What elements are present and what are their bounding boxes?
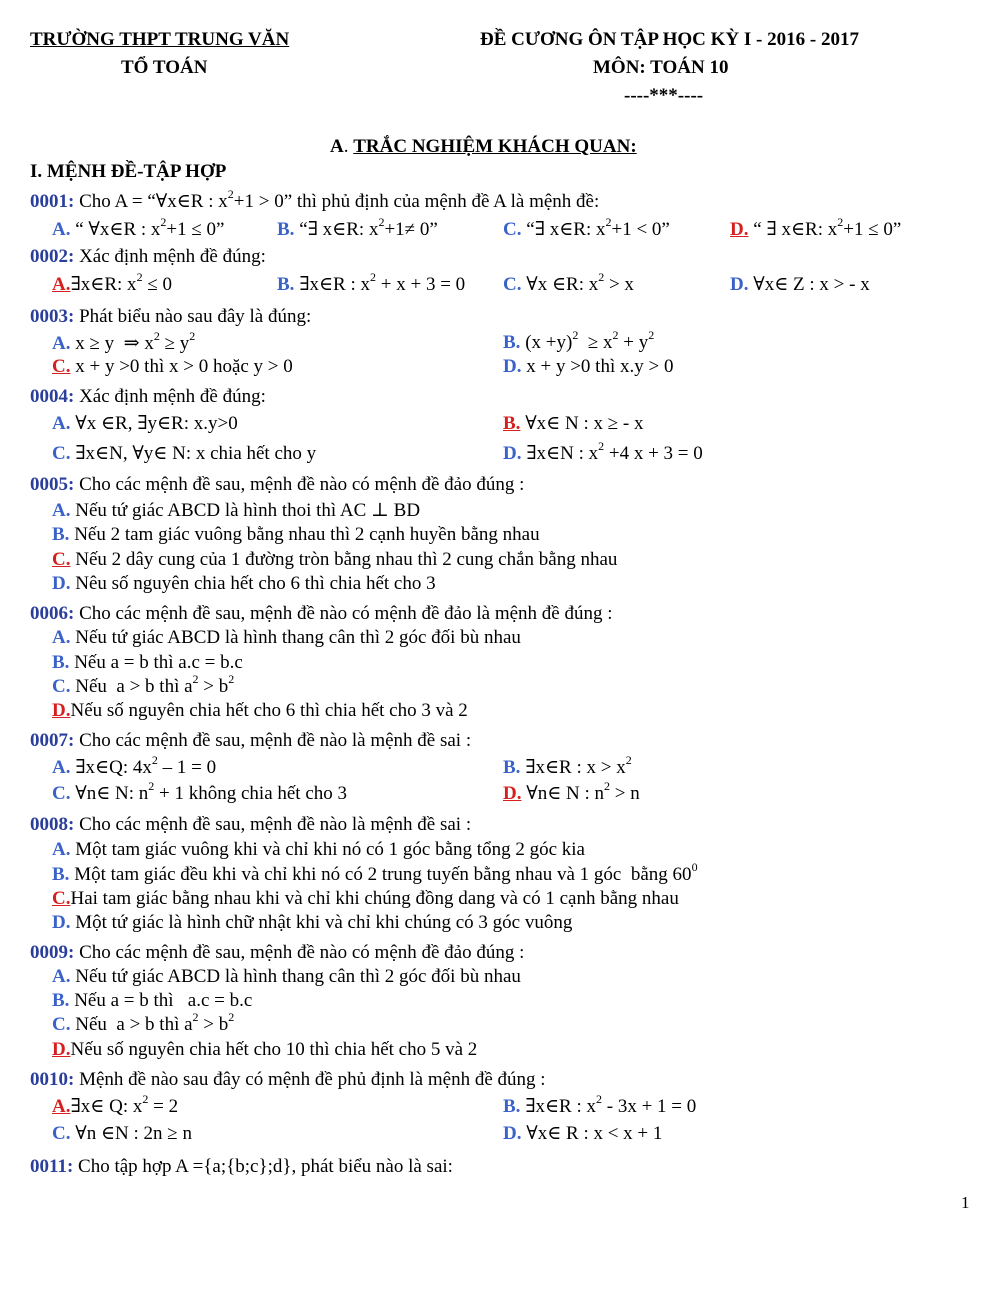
option-text: ∀n∈ N : $n^2 > n$ — [526, 778, 640, 804]
option-label: B. — [503, 332, 521, 353]
option-text: ∀n ∈N : 2n ≥ n — [75, 1123, 192, 1144]
q3-option-a[interactable] — [52, 328, 196, 355]
option-text: x + y >0 thì x.y > 0 — [526, 356, 674, 377]
school-name: TRƯỜNG THPT TRUNG VĂN — [30, 29, 290, 50]
q4-option-d[interactable] — [503, 438, 703, 465]
question-0010 — [30, 1069, 546, 1091]
question-text: Mệnh đề nào sau đây có mệnh đề phủ định là mệnh đề đúng : — [79, 1069, 546, 1090]
option-label: A. — [52, 627, 71, 648]
option-text: $(x +y)^2 \ge x^2 + y^2$ — [525, 327, 655, 353]
option-text: ∃x∈Q: $4x^2 - 1 = 0$ — [75, 752, 217, 778]
option-label: A. — [52, 413, 71, 434]
option-label: A. — [52, 757, 71, 778]
option-label: B. — [52, 652, 70, 673]
department: TỔ TOÁN — [121, 57, 208, 78]
q8-option-c[interactable] — [52, 888, 679, 910]
option-label-answer: C. — [52, 356, 71, 377]
question-text: Cho các mệnh đề sau, mệnh đề nào có mệnh đề đảo đúng : — [79, 942, 525, 963]
question-text: Cho tập hợp A ={a;{b;c};d}, phát biểu nào là sai: — [78, 1156, 453, 1177]
q1-option-a[interactable] — [52, 214, 225, 241]
question-number: 0005: — [30, 474, 75, 495]
option-label: D. — [503, 1123, 522, 1144]
option-text: ∃x∈R : $x > x^2$ — [525, 752, 632, 778]
option-label: C. — [52, 783, 71, 804]
question-0003 — [30, 306, 311, 328]
q4-option-a[interactable] — [52, 412, 238, 435]
option-text: Nếu tứ giác ABCD là hình thoi thì AC ⊥ BD — [75, 500, 421, 521]
option-text: Một tam giác đều khi và chỉ khi nó có 2 trung tuyến bằng nhau và 1 góc bằng $60^0$ — [74, 859, 698, 885]
q3-option-b[interactable] — [503, 327, 655, 354]
question-number: 0006: — [30, 603, 75, 624]
option-text: ∀x ∈R: $x^2 > x$ — [526, 269, 634, 295]
option-label-answer: D. — [730, 219, 749, 240]
option-label: C. — [503, 219, 522, 240]
option-label: C. — [52, 676, 71, 697]
question-text: Xác định mệnh đề đúng: — [79, 386, 266, 407]
option-text: ∀x∈ N : x ≥ - x — [525, 413, 644, 434]
q8-option-a[interactable] — [52, 839, 585, 861]
option-label: B. — [277, 219, 295, 240]
question-text: Xác định mệnh đề đúng: — [79, 246, 266, 267]
q5-option-c[interactable] — [52, 549, 617, 571]
q6-option-b[interactable] — [52, 652, 243, 674]
q1-option-b[interactable] — [277, 214, 438, 241]
option-text: Nếu a = b thì a.c = b.c — [74, 652, 243, 673]
option-label: B. — [503, 1096, 521, 1117]
question-0011 — [30, 1156, 453, 1178]
option-label: B. — [52, 524, 70, 545]
q7-option-d[interactable] — [503, 778, 640, 805]
page-number: 1 — [961, 1193, 970, 1212]
q5-option-b[interactable] — [52, 524, 540, 546]
option-label-answer: C. — [52, 549, 71, 570]
option-label: C. — [503, 274, 522, 295]
option-label: D. — [730, 274, 749, 295]
option-label-answer: D. — [52, 1039, 71, 1060]
option-text: Nếu a > b thì $a^2 > b^2$ — [75, 1009, 235, 1035]
option-text: “∃ x∈R: $x^2+1 < 0$” — [526, 214, 670, 240]
option-label: D. — [503, 356, 522, 377]
option-text: Nếu tứ giác ABCD là hình thang cân thì 2 góc đối bù nhau — [75, 966, 521, 987]
option-label: B. — [277, 274, 295, 295]
option-text: ∃x∈R : $x^2 - 3x + 1 = 0$ — [525, 1091, 697, 1117]
option-label-answer: B. — [503, 413, 521, 434]
option-text: “ ∃ x∈R: $x^2+1 \le 0$” — [753, 214, 902, 240]
q6-option-c[interactable] — [52, 671, 235, 698]
question-text: Cho các mệnh đề sau, mệnh đề nào có mệnh đề đảo là mệnh đề đúng : — [79, 603, 613, 624]
option-text: Hai tam giác bằng nhau khi và chỉ khi chúng đồng dang và có 1 cạnh bằng nhau — [70, 888, 679, 909]
q10-option-d[interactable] — [503, 1122, 662, 1145]
q8-option-d[interactable] — [52, 912, 572, 934]
option-text: Nếu số nguyên chia hết cho 6 thì chia hết cho 3 và 2 — [70, 700, 468, 721]
question-text: Cho các mệnh đề sau, mệnh đề nào có mệnh đề đảo đúng : — [79, 474, 525, 495]
option-label: A. — [52, 966, 71, 987]
q6-option-a[interactable] — [52, 627, 521, 649]
question-number: 0003: — [30, 306, 75, 327]
option-text: Nếu a > b thì $a^2 > b^2$ — [75, 671, 235, 697]
option-label-answer: A. — [52, 1096, 71, 1117]
option-text: Nếu số nguyên chia hết cho 10 thì chia hết cho 5 và 2 — [70, 1039, 478, 1060]
option-text: ∃x∈N, ∀y∈ N: x chia hết cho y — [75, 443, 317, 464]
option-text: “∃ x∈R: $x^2+1\ne 0$” — [299, 214, 438, 240]
q2-option-d[interactable] — [730, 273, 870, 296]
option-label: D. — [52, 573, 71, 594]
option-text: ∃x∈R: $x^2 \le 0$ — [70, 269, 172, 295]
part-title: I. MỆNH ĐỀ-TẬP HỢP — [30, 161, 227, 182]
q10-option-b[interactable] — [503, 1091, 697, 1118]
subject: MÔN: TOÁN 10 — [593, 57, 729, 78]
option-label: B. — [52, 990, 70, 1011]
question-text: Cho A = “∀x∈R : $x^2+1 > 0$” thì phủ định của mệnh đề A là mệnh đề: — [79, 186, 600, 212]
option-label: D. — [503, 443, 522, 464]
option-text: ∃x∈N : $x^2 +4$ x + 3 = 0 — [526, 438, 703, 464]
question-0002 — [30, 246, 266, 268]
q10-option-a[interactable] — [52, 1091, 179, 1118]
option-label: A. — [52, 219, 71, 240]
option-text: Nêu số nguyên chia hết cho 6 thì chia hết cho 3 — [75, 573, 436, 594]
q10-option-c[interactable] — [52, 1122, 192, 1145]
q7-option-a[interactable] — [52, 752, 217, 779]
option-label-answer: C. — [52, 888, 71, 909]
option-label: A. — [52, 839, 71, 860]
option-label: B. — [52, 864, 70, 885]
q5-option-a[interactable] — [52, 499, 420, 522]
section-heading: A. TRẮC NGHIỆM KHÁCH QUAN: — [330, 136, 637, 157]
q3-option-c[interactable] — [52, 356, 293, 378]
stars-divider: ----***---- — [624, 85, 704, 106]
question-number: 0010: — [30, 1069, 75, 1090]
question-number: 0009: — [30, 942, 75, 963]
option-text: ∀n∈ N: $n^2 + 1$ không chia hết cho 3 — [75, 778, 348, 804]
q2-option-c[interactable] — [503, 269, 634, 296]
option-text: ∀x ∈R, ∃y∈R: x.y>0 — [75, 413, 238, 434]
document-title: ĐỀ CƯƠNG ÔN TẬP HỌC KỲ I - 2016 - 2017 — [480, 29, 859, 50]
option-label-answer: A. — [52, 274, 71, 295]
q6-option-d[interactable] — [52, 700, 468, 722]
question-number: 0007: — [30, 730, 75, 751]
question-number: 0002: — [30, 246, 75, 267]
option-label: C. — [52, 1014, 71, 1035]
question-0009 — [30, 942, 524, 964]
q7-option-c[interactable] — [52, 778, 348, 805]
option-label: C. — [52, 1123, 71, 1144]
question-number: 0011: — [30, 1156, 74, 1177]
question-text: Cho các mệnh đề sau, mệnh đề nào là mệnh đề sai : — [79, 730, 472, 751]
question-text: Phát biểu nào sau đây là đúng: — [79, 306, 312, 327]
q1-option-c[interactable] — [503, 214, 670, 241]
option-label-answer: D. — [503, 783, 522, 804]
option-text: x ≥ y ⇒ $x^2 \ge y^2$ — [75, 328, 196, 354]
option-text: ∃x∈R : $x^2 + x + 3 = 0$ — [299, 269, 466, 295]
question-0006 — [30, 603, 613, 625]
option-label: B. — [503, 757, 521, 778]
option-text: Nếu 2 dây cung của 1 đường tròn bằng nhau thì 2 cung chắn bằng nhau — [75, 549, 618, 570]
option-text: Nếu a = b thì a.c = b.c — [74, 990, 253, 1011]
q9-option-c[interactable] — [52, 1009, 235, 1036]
q2-option-b[interactable] — [277, 269, 466, 296]
question-0008 — [30, 814, 471, 836]
section-letter: A — [330, 136, 344, 157]
option-text: Nếu tứ giác ABCD là hình thang cân thì 2 góc đối bù nhau — [75, 627, 521, 648]
section-title: TRẮC NGHIỆM KHÁCH QUAN: — [353, 136, 637, 157]
option-text: Nếu 2 tam giác vuông bằng nhau thì 2 cạnh huyền bằng nhau — [74, 524, 540, 545]
option-text: “ ∀x∈R : $x^2+1 \le 0$” — [75, 214, 225, 240]
option-text: ∀x∈ Z : x > - x — [753, 274, 870, 295]
q9-option-b[interactable] — [52, 990, 252, 1012]
option-label: C. — [52, 443, 71, 464]
q9-option-a[interactable] — [52, 966, 521, 988]
q2-option-a[interactable] — [52, 269, 172, 296]
q3-option-d[interactable] — [503, 356, 673, 378]
question-number: 0001: — [30, 191, 75, 212]
q5-option-d[interactable] — [52, 573, 436, 595]
option-label: D. — [52, 912, 71, 933]
q9-option-d[interactable] — [52, 1039, 477, 1061]
question-number: 0004: — [30, 386, 75, 407]
q4-option-c[interactable] — [52, 442, 316, 465]
option-label: A. — [52, 333, 71, 354]
question-0001 — [30, 186, 600, 213]
option-text: Một tứ giác là hình chữ nhật khi và chỉ khi chúng có 3 góc vuông — [75, 912, 573, 933]
question-0005 — [30, 474, 524, 496]
question-0004 — [30, 386, 266, 408]
question-number: 0008: — [30, 814, 75, 835]
option-text: ∃x∈ Q: $x^2 = 2$ — [70, 1091, 179, 1117]
q8-option-b[interactable] — [52, 859, 698, 886]
option-text: Một tam giác vuông khi và chỉ khi nó có 1 góc bằng tổng 2 góc kia — [75, 839, 585, 860]
option-text: ∀x∈ R : x < x + 1 — [526, 1123, 663, 1144]
q7-option-b[interactable] — [503, 752, 632, 779]
q1-option-d[interactable] — [730, 214, 902, 241]
option-label-answer: D. — [52, 700, 71, 721]
option-label: A. — [52, 500, 71, 521]
question-text: Cho các mệnh đề sau, mệnh đề nào là mệnh đề sai : — [79, 814, 472, 835]
option-text: x + y >0 thì x > 0 hoặc y > 0 — [75, 356, 293, 377]
q4-option-b[interactable] — [503, 412, 643, 435]
question-0007 — [30, 730, 471, 752]
